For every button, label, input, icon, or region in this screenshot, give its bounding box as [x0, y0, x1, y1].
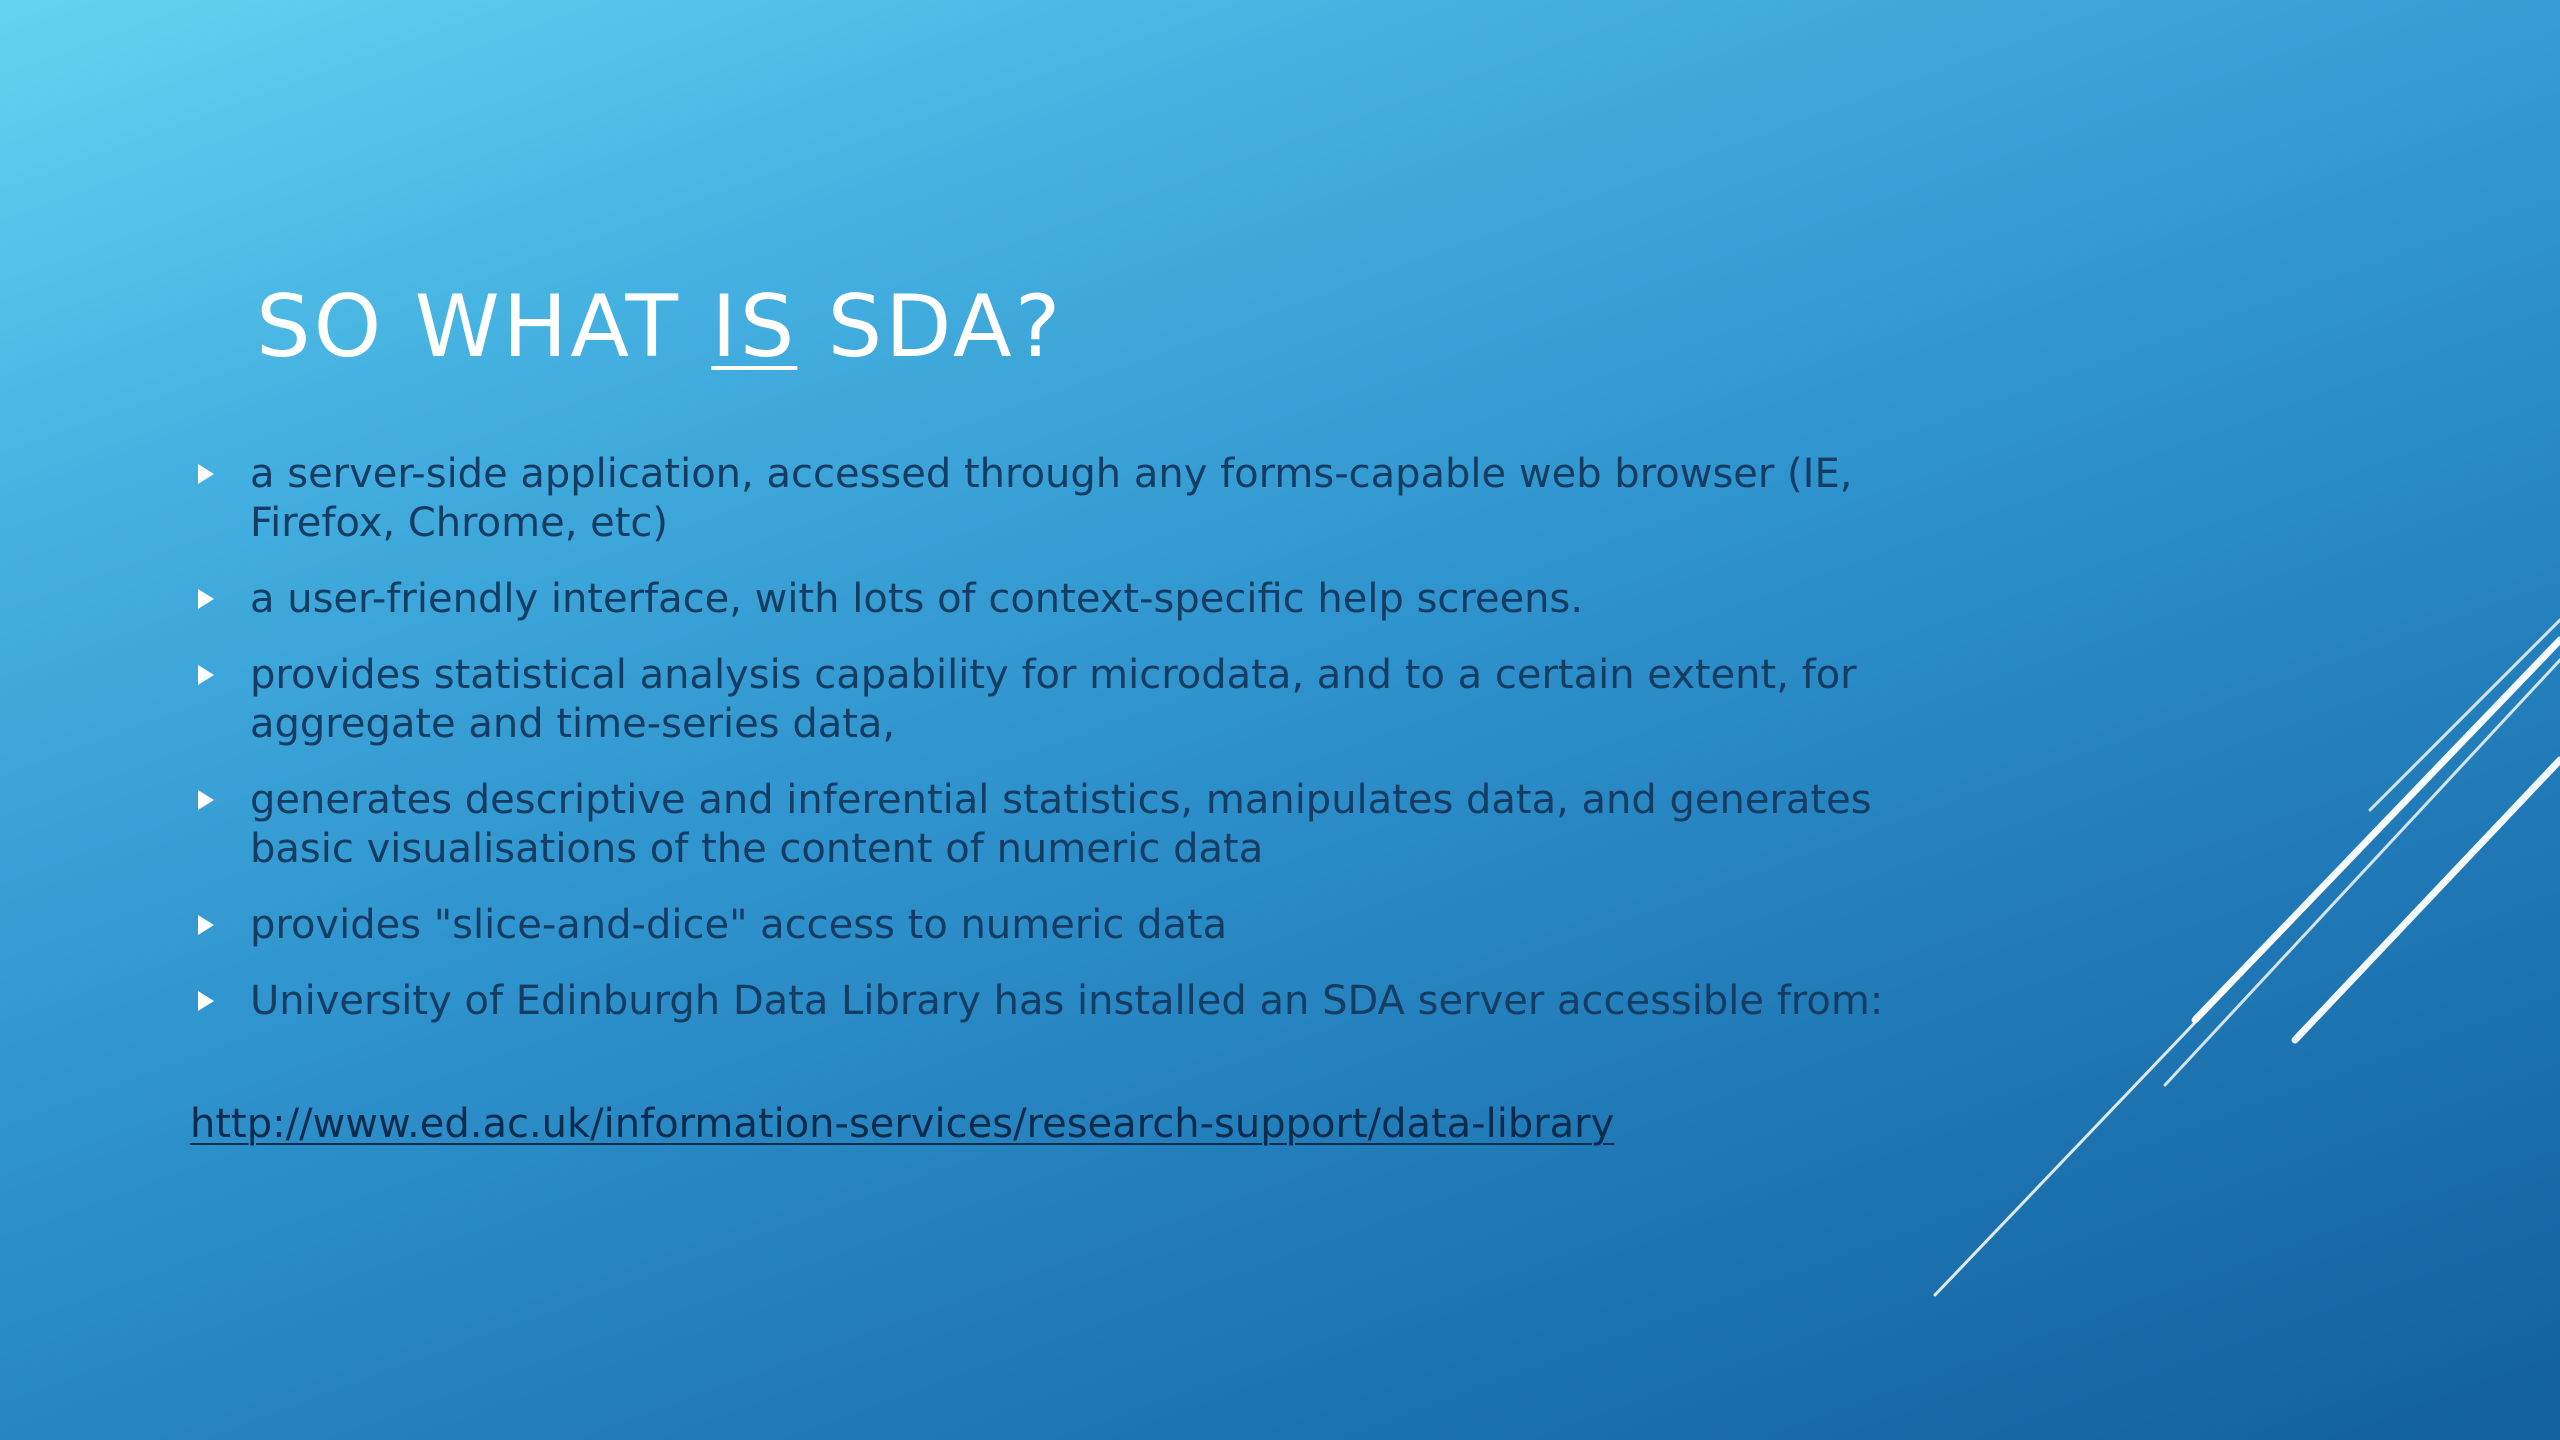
- triangle-bullet-icon: [198, 464, 214, 484]
- triangle-bullet-icon: [198, 991, 214, 1011]
- bullet-text: generates descriptive and inferential statistics, manipulates data, and generates basic visualisations of the content of numeric data: [250, 777, 1872, 872]
- bullet-text: a server-side application, accessed through any forms-capable web browser (IE, Firefox, Chrome, etc): [250, 451, 1853, 546]
- triangle-bullet-icon: [198, 915, 214, 935]
- title-underlined-word: IS: [711, 277, 798, 377]
- bullet-text: provides "slice-and-dice" access to numeric data: [250, 902, 1228, 948]
- title-after: SDA?: [797, 277, 1064, 377]
- bullet-item: [190, 575, 1970, 624]
- decorative-line: [2165, 660, 2560, 1085]
- bullet-text: a user-friendly interface, with lots of context-specific help screens.: [250, 576, 1584, 622]
- bullet-item: [190, 776, 1970, 874]
- triangle-bullet-icon: [198, 790, 214, 810]
- bullet-item: [190, 901, 1970, 950]
- bullet-item: [190, 450, 1970, 548]
- bullet-item: [190, 977, 1970, 1026]
- slide-title: [256, 277, 1064, 377]
- triangle-bullet-icon: [198, 589, 214, 609]
- decorative-line: [1935, 640, 2560, 1295]
- decorative-line: [2295, 760, 2560, 1040]
- decorative-line: [2370, 620, 2560, 810]
- decorative-line: [2195, 640, 2560, 1020]
- bullet-text: University of Edinburgh Data Library has installed an SDA server accessible from:: [250, 978, 1884, 1024]
- title-before: SO WHAT: [256, 277, 712, 377]
- data-library-link[interactable]: http://www.ed.ac.uk/information-services/research-support/data-library: [190, 1101, 1615, 1147]
- bullet-text: provides statistical analysis capability for microdata, and to a certain extent, for aggregate and time-series data,: [250, 652, 1857, 747]
- bullet-item: [190, 651, 1970, 749]
- triangle-bullet-icon: [198, 665, 214, 685]
- bullet-list: [190, 450, 1970, 1053]
